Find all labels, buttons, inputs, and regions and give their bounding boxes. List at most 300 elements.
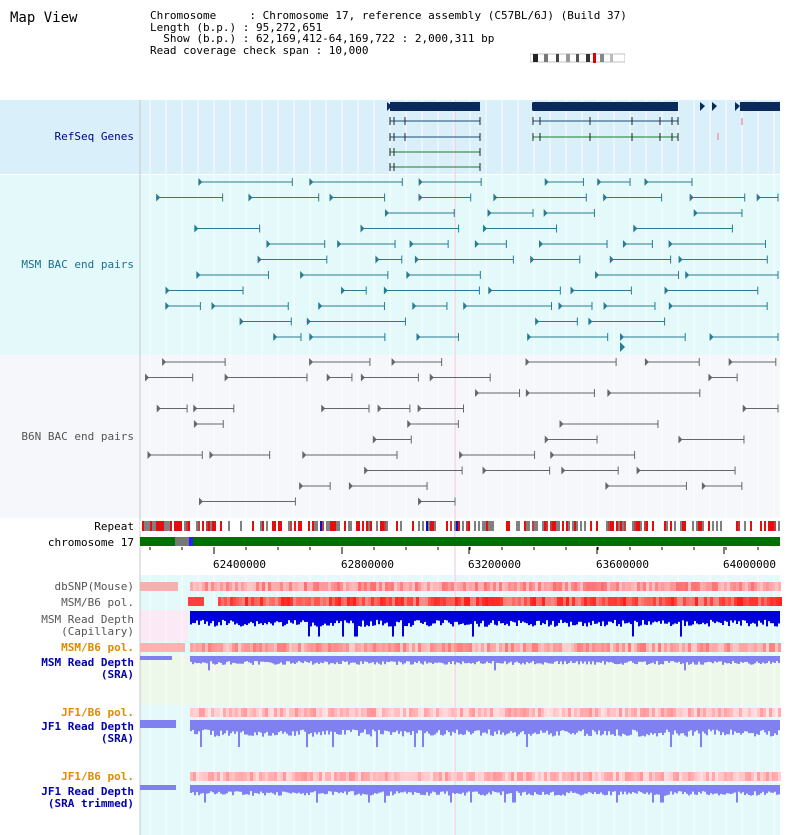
jf1-pol-cell [295,772,298,781]
jf1-pol-cell [493,708,496,717]
msm-cap-depth-bar [336,611,338,621]
msm-pol-cell [700,643,703,652]
msm-sra-depth-bar [472,656,474,663]
msm-cap-depth-bar [298,611,300,624]
jf1-pol-cell [496,772,499,781]
jf1-trim-depth-bar [298,785,300,793]
msm-pol-cell [398,597,401,606]
msm-sra-depth-bar [286,656,288,661]
dbsnp-cell [352,582,355,591]
msm-sra-depth-bar [394,656,396,662]
msm-sra-depth-bar [566,656,568,664]
bac-end-marker [588,318,592,326]
repeat-element [642,521,644,531]
jf1-pol-cell [475,772,478,781]
dbsnp-cell [715,582,718,591]
jf1-pol-cell [727,708,730,717]
dbsnp-cell [658,582,661,591]
dbsnp-cell [667,582,670,591]
jf1-pol-cell [520,772,523,781]
msm-pol-cell [532,643,535,652]
jf1-pol-cell [631,772,634,781]
jf1-trim-depth-bar [634,785,636,793]
dbsnp-cell [628,582,631,591]
jf1-sra-depth-bar [508,720,510,733]
msm-pol-cell [769,643,772,652]
jf1-pol-cell [199,708,202,717]
msm-sra-depth-bar [538,656,540,663]
dbsnp-cell [508,582,511,591]
repeat-element [314,521,316,531]
msm-pol-cell [287,597,290,606]
dbsnp-cell [475,582,478,591]
msm-pol-cell [424,643,427,652]
msm-pol-cell [544,643,547,652]
jf1-trim-depth-bar [286,785,288,792]
jf1-sra-depth-bar [270,720,272,736]
dbsnp-cell [277,582,280,591]
repeat-element [160,521,162,531]
jf1-trim-depth-bar [222,785,224,794]
msm-cap-depth-bar [346,611,348,623]
jf1-trim-depth-bar [598,785,600,794]
repeat-element [406,521,408,531]
msm-sra-depth-bar [724,656,726,663]
jf1-trim-depth-bar [370,785,372,795]
msm-pol-cell [767,597,770,606]
jf1-trim-depth-bar [452,785,454,793]
bac-end-marker [341,287,345,295]
jf1-sra-depth-bar [368,720,370,734]
chromosome-label: chromosome 17 [47,536,134,549]
jf1-sra-depth-bar [750,720,752,733]
repeat-element [584,521,586,531]
bac-end-marker [463,302,467,310]
repeat-element [656,521,658,531]
jf1-pol-cell [388,708,391,717]
jf1-pol-cell [469,708,472,717]
jf1-pol-cell [745,772,748,781]
msm-pol-cell [566,597,569,606]
repeat-element [228,521,230,531]
jf1-pol-cell [412,708,415,717]
msm-pol-cell [442,643,445,652]
msm-cap-depth-bar [318,611,320,637]
msm-pol-cell [761,597,764,606]
jf1-pol-cell [370,772,373,781]
jf1-sra-depth-bar [204,720,206,729]
bac-end-marker [633,225,637,233]
msm-sra-depth-bar [732,656,734,661]
msm-sra-depth-bar [620,656,622,663]
repeat-element [686,521,688,531]
msm-cap-depth-bar [644,611,646,625]
jf1-sra-depth-bar [372,720,374,730]
msm-cap-depth-bar [598,611,600,622]
dbsnp-cell [703,582,706,591]
jf1-trim-depth-bar [350,785,352,791]
jf1-pol-cell [235,708,238,717]
msm-pol-cell [563,597,566,606]
dbsnp-cell [676,582,679,591]
dbsnp-cell [349,582,352,591]
jf1-sra-depth-bar [546,720,548,731]
jf1-sra-depth-bar [140,720,176,728]
msm-pol-cell [425,597,428,606]
jf1-trim-depth-bar [624,785,626,792]
jf1-pol-cell [700,772,703,781]
jf1-trim-depth-bar [432,785,434,792]
jf1-pol-cell [619,708,622,717]
jf1-sra-depth-bar [664,720,666,733]
msm-sra-depth-bar [476,656,478,662]
dbsnp-cell [562,582,565,591]
jf1-pol-cell [457,708,460,717]
msm-pol-cell [512,597,515,606]
msm-pol-cell [476,597,479,606]
jf1-trim-depth-bar [746,785,748,794]
jf1-sra-depth-bar [192,720,194,730]
gene-block [533,102,678,111]
msm-sra-depth-bar [246,656,248,661]
msm-cap-depth-bar [426,611,428,625]
jf1-trim-depth-bar [684,785,686,792]
msm-pol-cell [625,643,628,652]
jf1-pol-cell [709,708,712,717]
dbsnp-cell [247,582,250,591]
msm-sra-depth-bar [660,656,662,664]
jf1-sra-depth-bar [332,720,334,747]
repeat-element [638,521,640,531]
jf1-sra-depth-bar [698,720,700,734]
jf1-sra-depth-bar [390,720,392,735]
dbsnp-cell [433,582,436,591]
jf1-pol-cell [211,772,214,781]
msm-sra-depth-bar [726,656,728,663]
msm-sra-depth-bar [604,656,606,665]
repeat-element [520,521,522,531]
msm-sra-depth-bar [554,656,556,662]
jf1-pol-cell [616,708,619,717]
jf1-pol-cell [634,708,637,717]
jf1-trim-depth-bar [760,785,762,793]
msm-sra-depth-bar [208,656,210,670]
dbsnp-cell [238,582,241,591]
msm-sra-depth-bar [516,656,518,662]
repeat-element [564,521,566,531]
msm-sra-depth-bar [614,656,616,664]
msm-pol-cell [368,597,371,606]
repeat-element [326,521,328,531]
msm-sra-depth-bar [372,656,374,662]
msm-pol-cell [764,597,767,606]
msm-pol-cell [236,597,239,606]
jf1-sra-depth-bar [526,720,528,747]
msm-pol-cell [344,597,347,606]
jf1-sra-depth-bar [408,720,410,732]
msm-cap-depth-bar [450,611,452,624]
msm-cap-depth-bar [448,611,450,623]
jf1-trim-depth-bar [426,785,428,792]
jf1-trim-depth-bar [708,785,710,795]
repeat-element [530,521,532,531]
bac-end-marker [378,405,382,413]
msm-sra-depth-bar [412,656,414,664]
dbsnp-cell [454,582,457,591]
jf1-pol-cell [373,708,376,717]
jf1-pol-cell [205,708,208,717]
repeat-element [294,521,296,531]
msm-pol-cell [685,643,688,652]
msm-sra-depth-bar [356,656,358,664]
msm-pol-cell [758,597,761,606]
jf1-trim-depth-bar [484,785,486,796]
msm-pol-cell [590,597,593,606]
jf1-pol-cell [772,772,775,781]
dbsnp-cell [235,582,238,591]
dbsnp-cell [694,582,697,591]
jf1-sra-depth-bar [672,720,674,735]
msm-pol-cell [517,643,520,652]
msm-pol-cell [317,597,320,606]
msm-cap-depth-bar [768,611,770,621]
jf1-pol-cell [202,708,205,717]
msm-pol-cell [658,643,661,652]
jf1-sra-depth-bar [728,720,730,734]
jf1-trim-depth-bar [666,785,668,795]
msm-cap-depth-bar [694,611,696,621]
jf1-trim-depth-bar [516,785,518,791]
jf1-pol-cell [478,708,481,717]
jf1-pol-cell [199,772,202,781]
repeat-element [684,521,686,531]
dbsnp-cell [688,582,691,591]
msm-sra-depth-bar [470,656,472,664]
msm-pol-cell [308,597,311,606]
repeat-element [490,521,492,531]
msm-pol-cell [710,597,713,606]
msm-cap-depth-bar [442,611,444,623]
msm-sra-depth-bar [320,656,322,663]
jf1-pol-cell [343,708,346,717]
repeat-element [698,521,700,531]
jf1-trim-depth-bar [212,785,214,792]
jf1-pol-cell [667,772,670,781]
msm-pol-cell [199,643,202,652]
msm-sra-depth-bar [586,656,588,664]
msm-sra-depth-bar [598,656,600,662]
msm-cap-depth-bar [360,611,362,627]
msm-cap-depth-bar [720,611,722,623]
jf1-sra-depth-bar [580,720,582,731]
jf1-trim-depth-bar [536,785,538,794]
msm-pol-cell [691,643,694,652]
msm-sra-depth-bar [458,656,460,663]
jf1-sra-depth-bar [504,720,506,735]
msm-pol-cell [526,643,529,652]
bac-end-marker [318,302,322,310]
msm-pol-cell [583,643,586,652]
dbsnp-cell [241,582,244,591]
msm-pol-cell [611,597,614,606]
jf1-trim-depth-bar [290,785,292,794]
jf1-sra-depth-bar [214,720,216,737]
jf1-trim-depth-bar [518,785,520,793]
msm-cap-depth-bar [758,611,760,621]
msm-cap-depth-bar [502,611,504,623]
msm-cap-depth-bar [472,611,474,637]
jf1-sra-depth-bar [282,720,284,734]
bac-end-marker [410,240,414,248]
msm-cap-depth-bar [254,611,256,626]
msm-sra-depth-bar [670,656,672,661]
msm-sra-depth-bar [302,656,304,663]
msm-pol-cell [715,643,718,652]
jf1-pol-cell [337,708,340,717]
jf1-pol-cell [601,708,604,717]
repeat-element [280,521,282,531]
msm-sra-depth-bar [440,656,442,663]
repeat-element [562,521,564,531]
msm-cap-depth-bar [580,611,582,622]
jf1-pol-cell [610,708,613,717]
dbsnp-cell [643,582,646,591]
msm-cap-depth-bar [606,611,608,625]
msm-pol-cell [536,597,539,606]
jf1-pol-cell [253,708,256,717]
msm-pol-cell [391,643,394,652]
repeat-element [532,521,534,531]
jf1-pol-cell [571,772,574,781]
msm-sra-depth-bar [712,656,714,663]
repeat-element [386,521,388,531]
msm-pol-cell [502,643,505,652]
dbsnp-cell [355,582,358,591]
jf1-pol-cell [352,772,355,781]
msm-cap-depth-bar [722,611,724,625]
jf1-sra-depth-bar [402,720,404,736]
msm-cap-depth-bar [194,611,196,623]
jf1-trim-depth-bar [402,785,404,792]
jf1-trim-depth-bar [330,785,332,791]
jf1-trim-depth-bar [532,785,534,795]
dbsnp-cell [376,582,379,591]
jf1-trim-depth-bar [726,785,728,793]
dbsnp-cell [319,582,322,591]
jf1-pol-cell [247,772,250,781]
jf1-trim-depth-bar [440,785,442,792]
jf1-sra-depth-bar [348,720,350,730]
msm-sra-depth-bar [512,656,514,665]
msm-sra-depth-bar [232,656,234,663]
msm-sra-depth-bar [414,656,416,662]
repeat-element [494,521,496,531]
msm-cap-depth-bar [624,611,626,623]
jf1-sra-depth-bar [240,720,242,732]
jf1-pol-cell [358,708,361,717]
dbsnp-cell [499,582,502,591]
jf1-pol-cell [652,708,655,717]
repeat-element [266,521,268,531]
dbsnp-cell [394,582,397,591]
repeat-element [582,521,584,531]
msm-pol-cell [274,643,277,652]
msm-pol-cell [773,597,776,606]
msm-pol-cell [421,643,424,652]
jf1-trim-depth-bar [594,785,596,792]
msm-cap-depth-bar [728,611,730,626]
msm-sra-depth-bar [364,656,366,662]
jf1-sra-depth-bar [756,720,758,734]
msm-sra-depth-bar [648,656,650,664]
repeat-element [306,521,308,531]
msm-pol-cell [454,643,457,652]
jf1-pol-cell [223,772,226,781]
jf1-trim-depth-bar [738,785,740,792]
msm-cap-depth-bar [566,611,568,623]
jf1-pol-cell [514,772,517,781]
jf1-pol-cell [355,772,358,781]
msm-sra-depth-bar [250,656,252,663]
jf1-sra-depth-bar [360,720,362,733]
repeat-element [206,521,208,531]
jf1-pol-cell [463,772,466,781]
dbsnp-cell [484,582,487,591]
jf1-pol-cell [553,708,556,717]
msm-cap-depth-bar [610,611,612,622]
repeat-element [710,521,712,531]
msm-cap-depth-bar [674,611,676,623]
msm-cap-depth-bar [304,611,306,622]
jf1-trim-depth-bar [568,785,570,793]
msm-sra-depth-bar [256,656,258,661]
msm-sra-depth-bar [212,656,214,664]
dbsnp-cell [469,582,472,591]
msm-sra-depth-bar [438,656,440,662]
msm-sra-depth-bar [478,656,480,661]
jf1-trim-depth-bar [470,785,472,802]
repeat-element [348,521,350,531]
jf1-pol-cell [544,772,547,781]
repeat-element [184,521,186,531]
msm-pol-cell [295,643,298,652]
jf1-trim-depth-bar [720,785,722,794]
jf1-trim-depth-bar [718,785,720,795]
dbsnp-cell [490,582,493,591]
jf1-sra-depth-bar [642,720,644,736]
jf1-trim-depth-bar [210,785,212,791]
msm-pol-cell [553,643,556,652]
repeat-element [774,521,776,531]
msm-sra-depth-bar [706,656,708,662]
jf1-trim-depth-bar [576,785,578,794]
msm-cap-depth-bar [220,611,222,625]
dbsnp-cell [310,582,313,591]
msm-sra-depth-bar [480,656,482,663]
msm-cap-depth-bar [692,611,694,624]
msm-sra-depth-bar [222,656,224,665]
msm-sra-depth-bar [552,656,554,664]
jf1-pol-cell [208,772,211,781]
jf1-sra-depth-bar [766,720,768,735]
jf1-pol-cell [526,708,529,717]
jf1-trim-depth-bar [546,785,548,794]
jf1-trim-depth-bar [276,785,278,792]
jf1-pol-cell [667,708,670,717]
repeat-element [262,521,264,531]
msm-pol-cell [662,597,665,606]
msm-pol-cell [746,597,749,606]
